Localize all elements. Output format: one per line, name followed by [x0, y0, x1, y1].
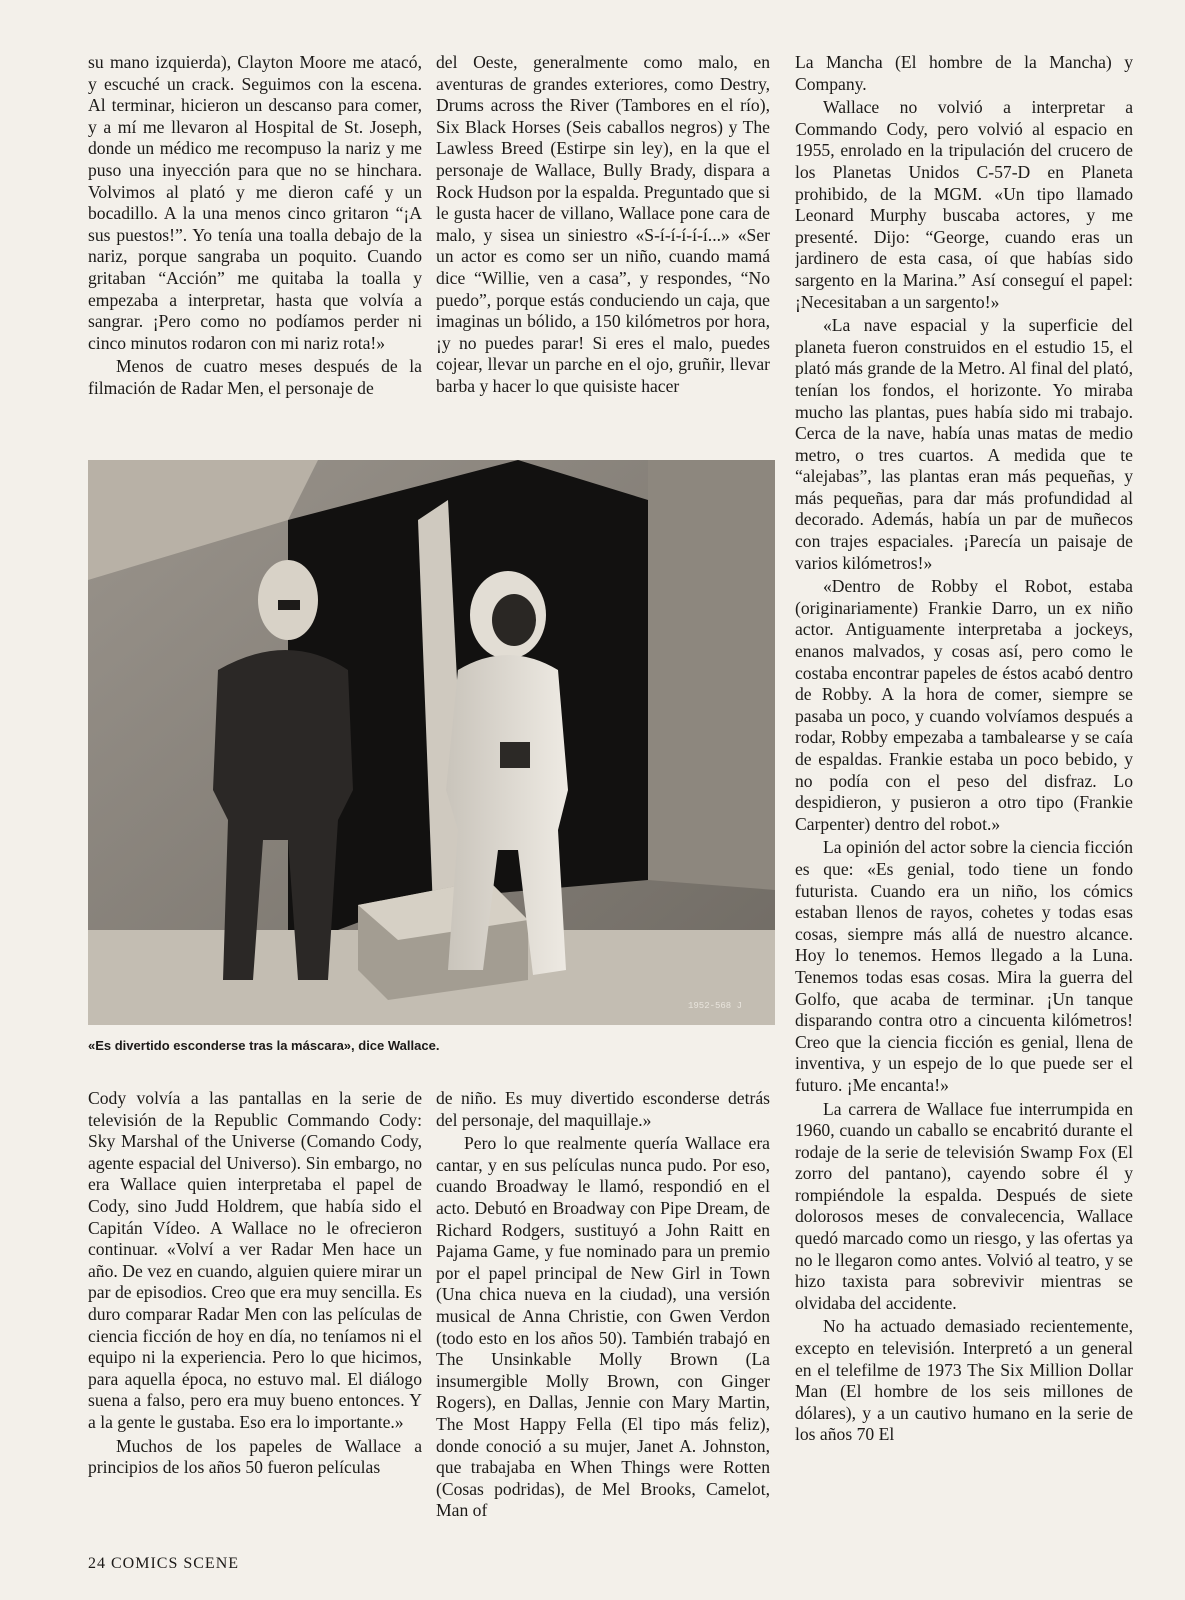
article-column-2-top — [436, 52, 770, 452]
paragraph: Cody volvía a las pantallas en la serie de televisión de la Republic Commando Cody: Sky Marshal of the Universe (Comando Cody, agente espacial del Universo). Sin embargo, no era Wallace quien interpretaba el papel de Cody, sino Judd Holdrem, que había sido el Capitán Vídeo. A Wallace no le ofrecieron continuar. «Volví a ver Radar Men hace un año. De vez en cuando, alguien quiere mirar un par de episodios. Creo que era muy sencilla. Es duro comparar Radar Men con las películas de ciencia ficción de hoy en día, no teníamos ni el equipo ni la experiencia. Pero lo que hicimos, para aquella época, no estuvo mal. El diálogo suena a falso, pero era muy bueno entonces. Y a la gente le gustaba. Eso era lo importante.» — [88, 1088, 422, 1432]
paragraph: La opinión del actor sobre la ciencia ficción es que: «Es genial, todo tiene un fondo futurista. Cuando era un niño, los cómics estaban llenos de rayos, cohetes y todas esas cosas, siempre más allá de nuestro alcance. Hoy lo tenemos. Hemos llegado a la Luna. Tenemos todas esas cosas. Mira la guerra del Golfo, que acaba de terminar. ¡Un tanque disparando contra otro a cincuenta kilómetros! Creo que la ciencia ficción es genial, llena de inventiva, y un espejo de lo que puede ser el futuro. ¡Me encanta!» — [795, 837, 1133, 1095]
paragraph: La carrera de Wallace fue interrumpida en 1960, cuando un caballo se encabritó durante el rodaje de la serie de televisión Swamp Fox (El zorro del pantano), cayendo sobre él y rompiéndole la espalda. Después de siete dolorosos meses de convalecencia, Wallace quedó marcado como un riesgo, y las ofertas ya no le llegaron como antes. Volvió al teatro, y se hizo taxista para sobrevivir mientras se olvidaba del accidente. — [795, 1098, 1133, 1313]
paragraph: su mano izquierda), Clayton Moore me atacó, y escuché un crack. Seguimos con la escena. Al terminar, hicieron un descanso para comer, y a mí me llevaron al Hospital de St. Joseph, donde un médico me recompuso la nariz y me puso una inyección para que no se hinchara. Volvimos al plató y me dieron café y un bocadillo. A la una menos cinco gritaron “¡A sus puestos!”. Yo tenía una toalla debajo de la nariz, porque sangraba un poquito. Cuando gritaban “Acción” me quitaba la toalla y empezaba a interpretar, hasta que volvía a sangrar. ¡Pero como no podíamos perder ni cinco minutos rodaron con mi nariz rota!» — [88, 52, 422, 353]
article-column-3 — [795, 52, 1133, 1562]
photo-illustration — [88, 460, 775, 1025]
paragraph: de niño. Es muy divertido esconderse detrás del personaje, del maquillaje.» — [436, 1088, 770, 1130]
paragraph: Wallace no volvió a interpretar a Commando Cody, pero volvió al espacio en 1955, enrolado en la tripulación del crucero de los Planetas Unidos C-57-D en Planeta prohibido, de la MGM. «Un tipo llamado Leonard Murphy buscaba actores, y me presenté. Dijo: “George, cuando eras un jardinero de esta casa, oí que habías sido sargento en la Marina.” Así conseguí el papel: ¡Necesitaban a un sargento!» — [795, 97, 1133, 312]
article-column-2-bottom — [436, 1088, 770, 1562]
article-column-1-bottom — [88, 1088, 422, 1562]
paragraph: «Dentro de Robby el Robot, estaba (originariamente) Frankie Darro, un ex niño actor. Antiguamente interpretaba a jockeys, enanos malvados, y cosas así, pero como le costaba encontrar papeles de éstos acabó dentro de Robby. A la hora de comer, siempre se pasaba un poco, y cuando volvíamos después a rodar, Robby empezaba a tambalearse y se caía de espaldas. Frankie estaba un poco bebido, y no podía con el peso del disfraz. Lo despidieron, y pusieron a otro tipo (Frankie Carpenter) dentro del robot.» — [795, 576, 1133, 834]
article-column-1-top — [88, 52, 422, 452]
print-code: 1952-568 J — [688, 1001, 743, 1011]
paragraph: Menos de cuatro meses después de la filmación de Radar Men, el personaje de — [88, 356, 422, 398]
paragraph: Pero lo que realmente quería Wallace era cantar, y en sus películas nunca pudo. Por eso, cuando Broadway le llamó, respondió en el acto. Debutó en Broadway con Pipe Dream, de Richard Rodgers, sustituyó a John Raitt en Pajama Game, y fue nominado para un premio por el papel principal de New Girl in Town (Una chica nueva en la ciudad), una versión musical de Anna Christie, con Gwen Verdon (todo esto en los años 50). También trabajó en The Unsinkable Molly Brown (La insumergible Molly Brown, con Ginger Rogers), en Dallas, Jennie con Mary Martin, The Most Happy Fella (El tipo más feliz), donde conoció a su mujer, Janet A. Johnston, que trabajaba en When Things were Rotten (Cosas podridas), de Mel Brooks, Camelot, Man of — [436, 1133, 770, 1521]
paragraph: del Oeste, generalmente como malo, en aventuras de grandes exteriores, como Destry, Drums across the River (Tambores en el río), Six Black Horses (Seis caballos negros) y The Lawless Breed (Estirpe sin ley), en la que el personaje de Wallace, Bully Brady, dispara a Rock Hudson por la espalda. Preguntado que si le gusta hacer de villano, Wallace pone cara de malo, y sisea un siniestro «S-í-í-í-í-í...» «Ser un actor es como ser un niño, cuando mamá dice “Willie, ven a casa”, y respondes, “No puedo”, porque estás conduciendo un caja, que imaginas un bólido, a 150 kilómetros por hora, ¡y no puedes parar! Si eres el malo, puedes cojear, llevar un parche en el ojo, gruñir, llevar barba y hacer lo que quisiste hacer — [436, 52, 770, 396]
article-photo — [88, 460, 775, 1025]
paragraph: Muchos de los papeles de Wallace a principios de los años 50 fueron películas — [88, 1435, 422, 1478]
paragraph: No ha actuado demasiado recientemente, excepto en televisión. Interpretó a un general en el telefilme de 1973 The Six Million Dollar Man (El hombre de los seis millones de dólares), y a un cautivo humano en la serie de los años 70 El — [795, 1316, 1133, 1445]
photo-caption: «Es divertido esconderse tras la máscara», dice Wallace. — [88, 1038, 440, 1053]
paragraph: «La nave espacial y la superficie del planeta fueron construidos en el estudio 15, el plató más grande de la Metro. Al final del plató, tenían los fondos, el horizonte. Yo miraba mucho las plantas, pues había sido mi trabajo. Cerca de la nave, había unas matas de medio metro, o tres cuartos. A medida que te “alejabas”, las plantas eran más pequeñas, y más pequeñas, para dar más profundidad al decorado. Además, había un par de muñecos con trajes espaciales. ¡Parecía un paisaje de varios kilómetros!» — [795, 315, 1133, 573]
paragraph: La Mancha (El hombre de la Mancha) y Company. — [795, 52, 1133, 94]
page-folio: 24 COMICS SCENE — [88, 1555, 240, 1572]
